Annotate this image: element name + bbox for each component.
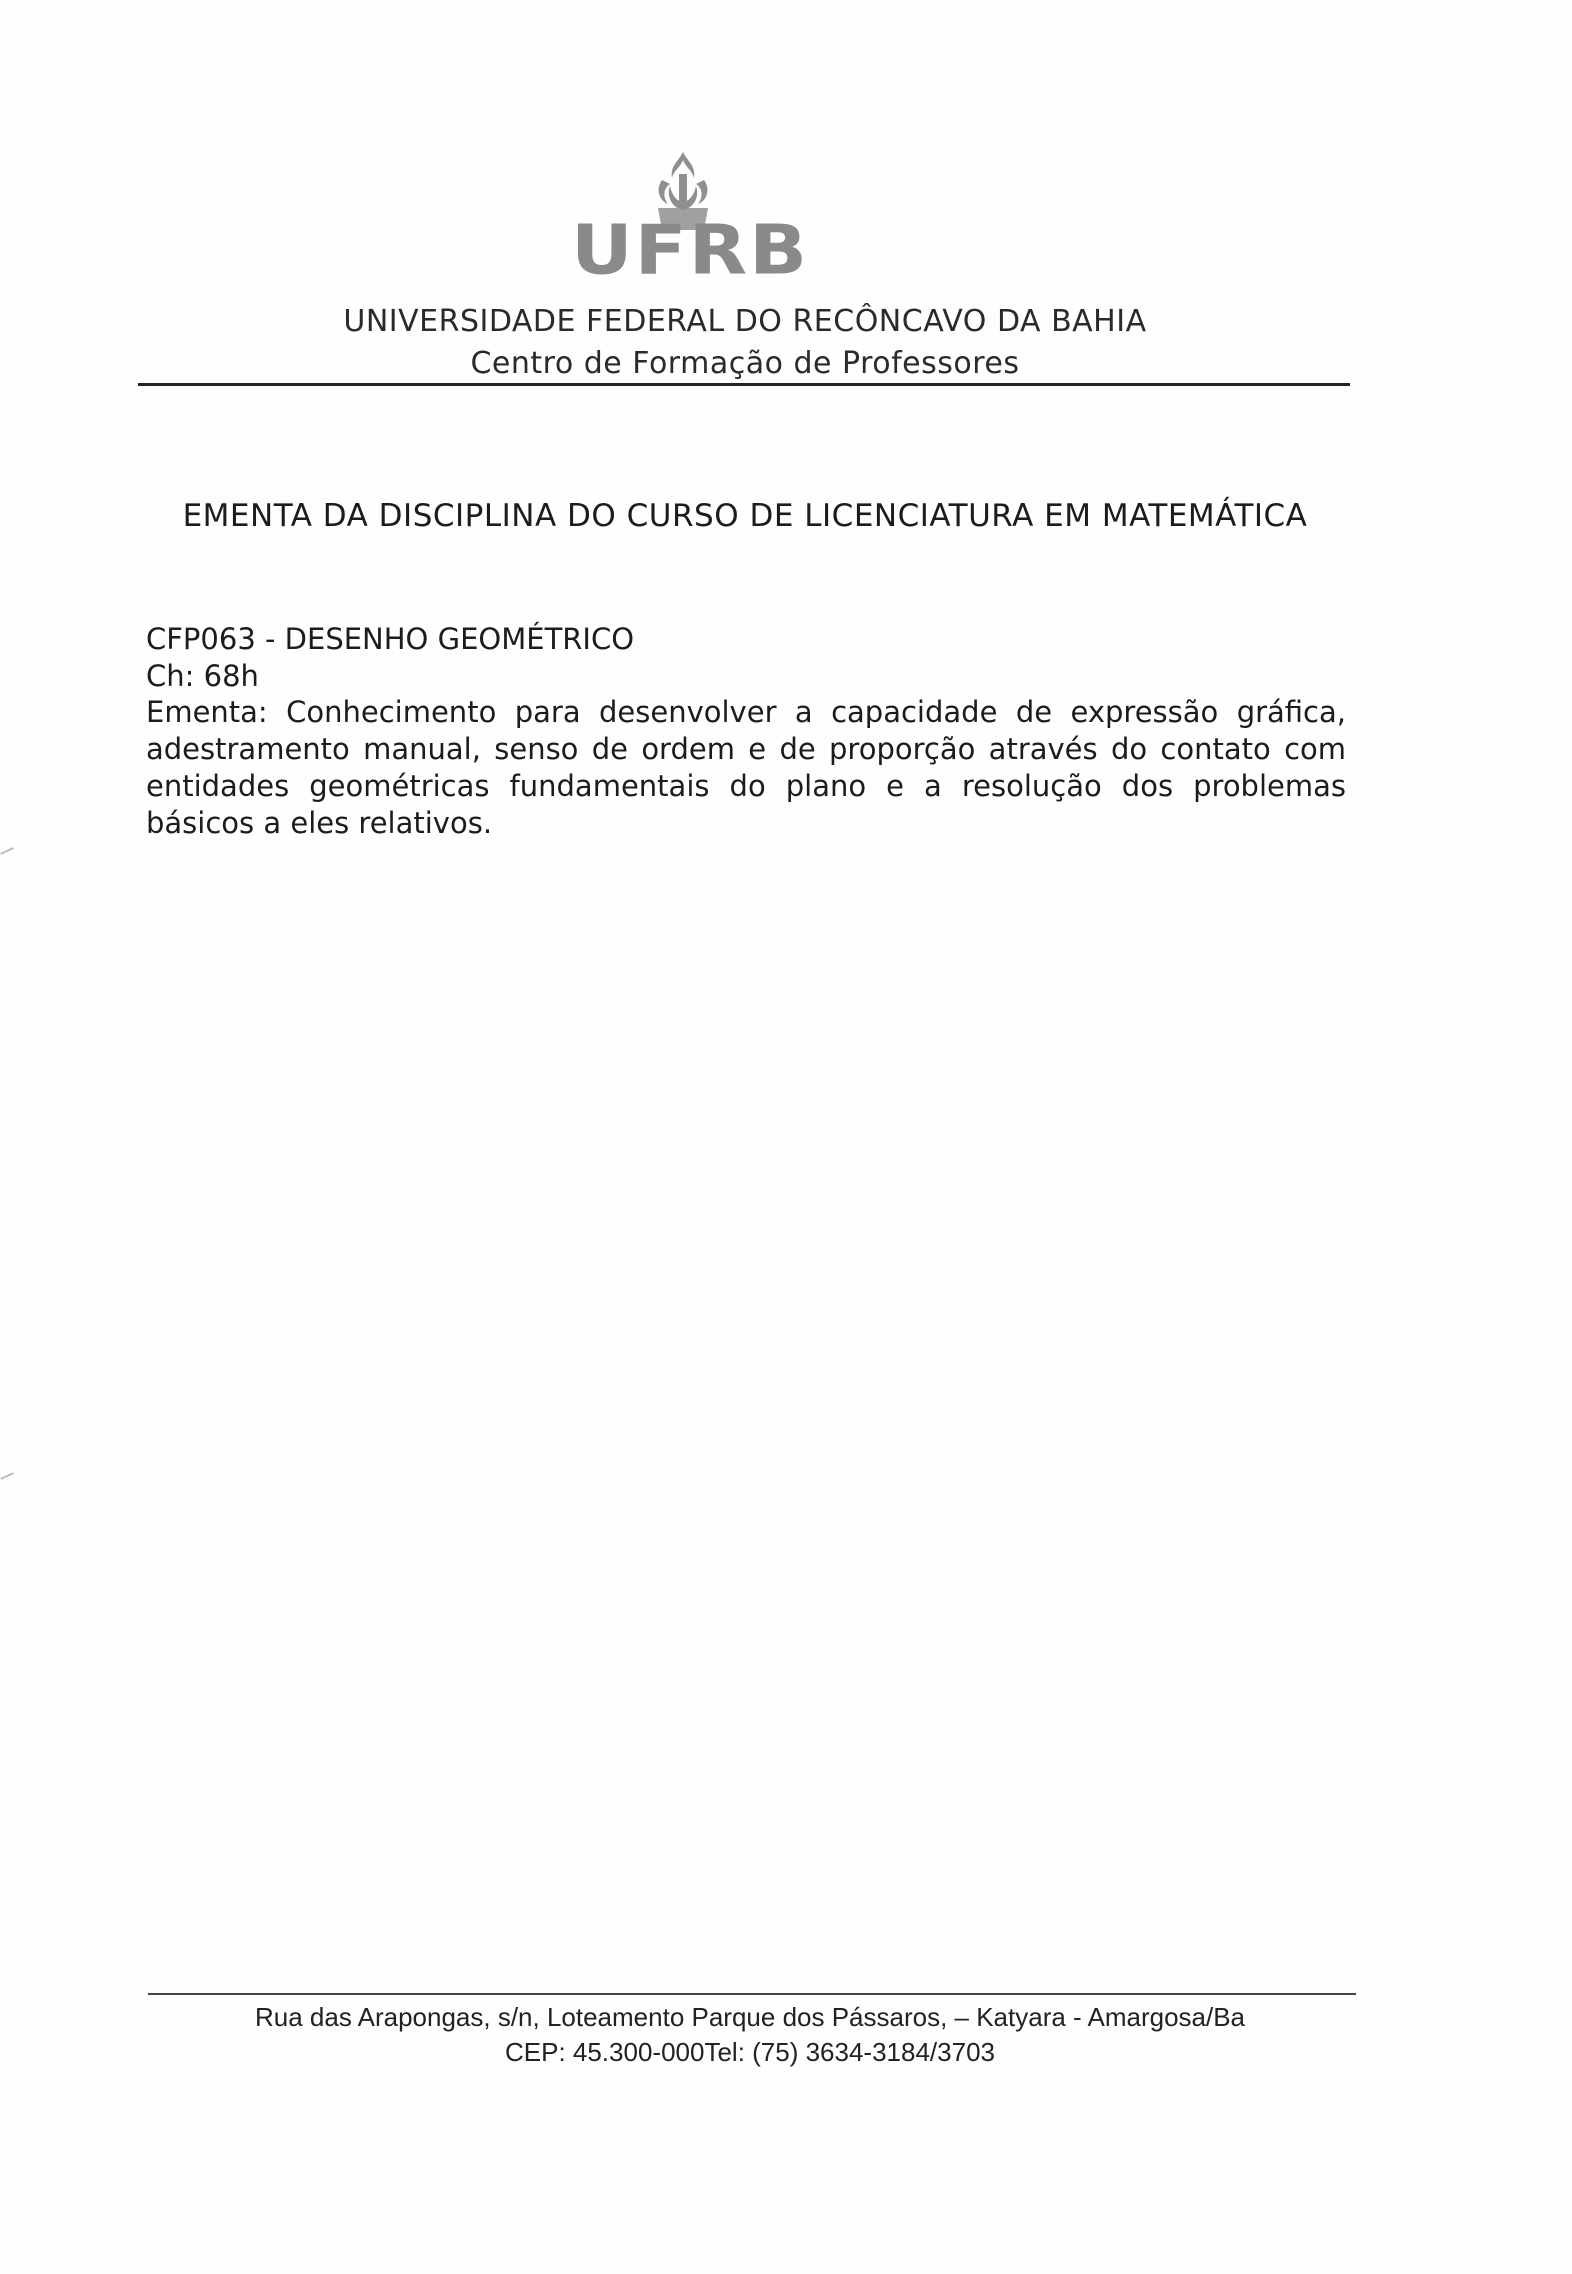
footer-contact: CEP: 45.300-000Tel: (75) 3634-3184/3703 (504, 2037, 995, 2067)
university-name: UNIVERSIDADE FEDERAL DO RECÔNCAVO DA BAHIA (343, 304, 1147, 339)
course-ementa: Ementa: Conhecimento para desenvolver a capacidade de expressão gráfica, adestramento manual, senso de ordem e de proporção através do contato com entidades geométricas fundamentais do plano e a resolução dos problemas básicos a eles relativos. (146, 695, 1346, 840)
course-code: CFP063 - DESENHO GEOMÉTRICO (146, 622, 635, 656)
header-divider (138, 383, 1350, 386)
document-title: EMENTA DA DISCIPLINA DO CURSO DE LICENCIATURA EM MATEMÁTICA (182, 498, 1308, 534)
footer-divider (148, 1993, 1356, 1995)
course-hours: Ch: 68h (146, 659, 259, 693)
scan-edge-mark (0, 1472, 14, 1480)
university-logo-text: UFRB (570, 209, 810, 290)
scan-edge-mark (0, 847, 14, 855)
center-name: Centro de Formação de Professores (470, 346, 1020, 381)
footer-address: Rua das Arapongas, s/n, Loteamento Parque dos Pássaros, – Katyara - Amargosa/Ba (254, 2002, 1246, 2032)
